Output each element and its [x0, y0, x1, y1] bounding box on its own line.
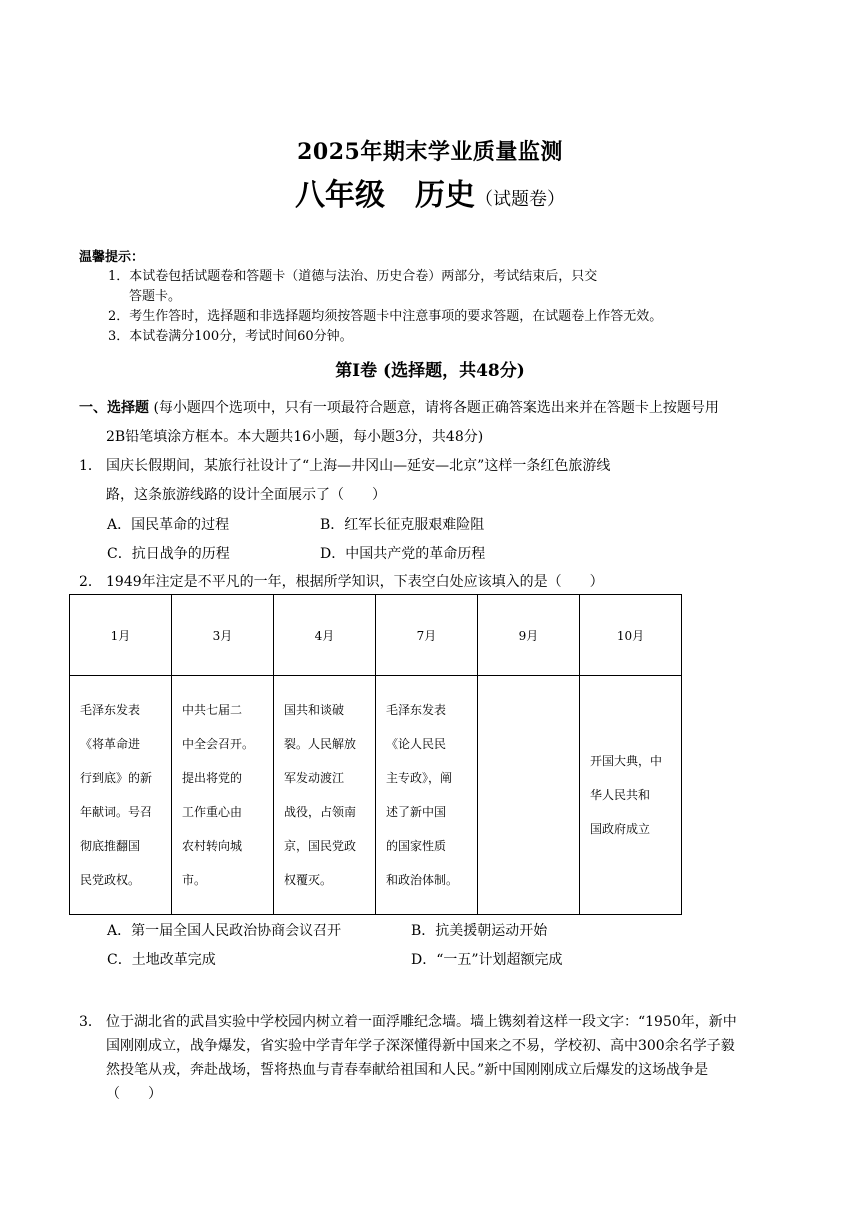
notice-label: 温馨提示：: [79, 250, 145, 265]
event-jul-line: 毛泽东发表: [386, 703, 447, 717]
event-jan-line: 民党政权。: [80, 873, 141, 887]
table-header-row: [70, 595, 682, 676]
exam-subtitle: [0, 170, 860, 214]
event-mar-line: 提出将党的: [182, 771, 243, 785]
q3-stem-line2: 国刚刚成立，战争爆发，省实验中学青年学子深深懂得新中国来之不易，学校初、高中300余名学子毅: [106, 1038, 735, 1054]
event-jan-line: 行到底》的新: [80, 771, 153, 785]
event-oct: [580, 676, 682, 915]
month-sep: 9月: [478, 595, 580, 676]
notice-item-1: 1．本试卷包括试题卷和答题卡（道德与法治、历史合卷）两部分，考试结束后，只交: [108, 269, 598, 284]
event-mar: [172, 676, 274, 915]
q2-stem: 1949年注定是不平凡的一年，根据所学知识，下表空白处应该填入的是（ ）: [106, 574, 604, 590]
q3-stem-line4: （ ）: [106, 1086, 162, 1102]
q2-option-c[interactable]: C．土地改革完成: [107, 952, 216, 968]
month-oct: 10月: [580, 595, 682, 676]
event-sep-blank[interactable]: [478, 676, 580, 915]
q1-option-c[interactable]: C．抗日战争的历程: [107, 546, 230, 562]
event-jul: [376, 676, 478, 915]
q3-number: 3．: [79, 1014, 102, 1030]
event-oct-line: 华人民共和: [590, 788, 651, 802]
q1-number: 1．: [79, 458, 102, 474]
q3-stem-line3: 然投笔从戎，奔赴战场，誓将热血与青春奉献给祖国和人民。”新中国刚刚成立后爆发的这场战争是: [106, 1062, 709, 1078]
event-jul-line: 《论人民民: [386, 737, 447, 751]
event-oct-line: 开国大典，中: [590, 754, 663, 768]
q2-option-b[interactable]: B．抗美援朝运动开始: [411, 923, 548, 939]
month-jul: 7月: [376, 595, 478, 676]
event-apr-line: 裂。人民解放: [284, 737, 357, 751]
notice-item-2: 2．考生作答时，选择题和非选择题均须按答题卡中注意事项的要求答题，在试题卷上作答无效。: [108, 309, 663, 324]
month-mar: 3月: [172, 595, 274, 676]
notice-item-1-cont: 答题卡。: [129, 289, 182, 304]
event-oct-line: 国政府成立: [590, 822, 651, 836]
event-jul-line: 主专政》，阐: [386, 771, 453, 785]
event-apr-line: 国共和谈破: [284, 703, 345, 717]
event-apr: [274, 676, 376, 915]
section-title: 第I卷 (选择题，共48分): [335, 361, 525, 381]
exam-title: 2025年期末学业质量监测: [297, 139, 563, 165]
section-heading: [79, 397, 719, 417]
event-mar-line: 工作重心由: [182, 805, 243, 819]
q2-option-a[interactable]: A．第一届全国人民政治协商会议召开: [107, 923, 342, 939]
event-jan-line: 毛泽东发表: [80, 703, 141, 717]
notice-item-3: 3．本试卷满分100分，考试时间60分钟。: [108, 329, 353, 344]
event-jan: [70, 676, 172, 915]
month-jan: 1月: [70, 595, 172, 676]
q1-stem-line1: 国庆长假期间，某旅行社设计了“上海—井冈山—延安—北京”这样一条红色旅游线: [106, 458, 611, 474]
q1-option-a[interactable]: A．国民革命的过程: [107, 517, 230, 533]
event-jan-line: 《将革命进: [80, 737, 141, 751]
section-heading-label: 一、选择题: [79, 400, 149, 416]
event-jul-line: 的国家性质: [386, 839, 447, 853]
month-apr: 4月: [274, 595, 376, 676]
q3-stem-line1: 位于湖北省的武昌实验中学校园内树立着一面浮雕纪念墙。墙上镌刻着这样一段文字：“1950年，新中: [106, 1014, 737, 1030]
table-event-row: [70, 676, 682, 915]
event-mar-line: 中共七届二: [182, 703, 243, 717]
section-heading-text: (每小题四个选项中，只有一项最符合题意，请将各题正确答案选出来并在答题卡上按题号用: [153, 400, 719, 416]
subtitle-main: 八年级 历史: [295, 178, 475, 213]
subtitle-sub: （试题卷）: [475, 189, 565, 210]
event-jul-line: 述了新中国: [386, 805, 447, 819]
q2-option-d[interactable]: D．“一五”计划超额完成: [411, 952, 563, 968]
q1-stem-line2: 路，这条旅游线路的设计全面展示了（ ）: [106, 487, 386, 503]
q1-option-d[interactable]: D．中国共产党的革命历程: [320, 546, 486, 562]
q2-timeline-table: [69, 594, 682, 915]
event-mar-line: 市。: [182, 873, 207, 887]
event-apr-line: 权覆灭。: [284, 873, 333, 887]
q1-option-b[interactable]: B．红军长征克服艰难险阻: [320, 517, 485, 533]
section-heading-line2: 2B铅笔填涂方框本。本大题共16小题，每小题3分，共48分): [106, 429, 484, 445]
event-mar-line: 中全会召开。: [182, 737, 255, 751]
event-apr-line: 军发动渡江: [284, 771, 345, 785]
event-apr-line: 京，国民党政: [284, 839, 357, 853]
event-mar-line: 农村转向城: [182, 839, 243, 853]
event-jan-line: 彻底推翻国: [80, 839, 141, 853]
event-apr-line: 战役，占领南: [284, 805, 357, 819]
event-jan-line: 年献词。号召: [80, 805, 153, 819]
q2-number: 2．: [79, 574, 102, 590]
event-jul-line: 和政治体制。: [386, 873, 459, 887]
